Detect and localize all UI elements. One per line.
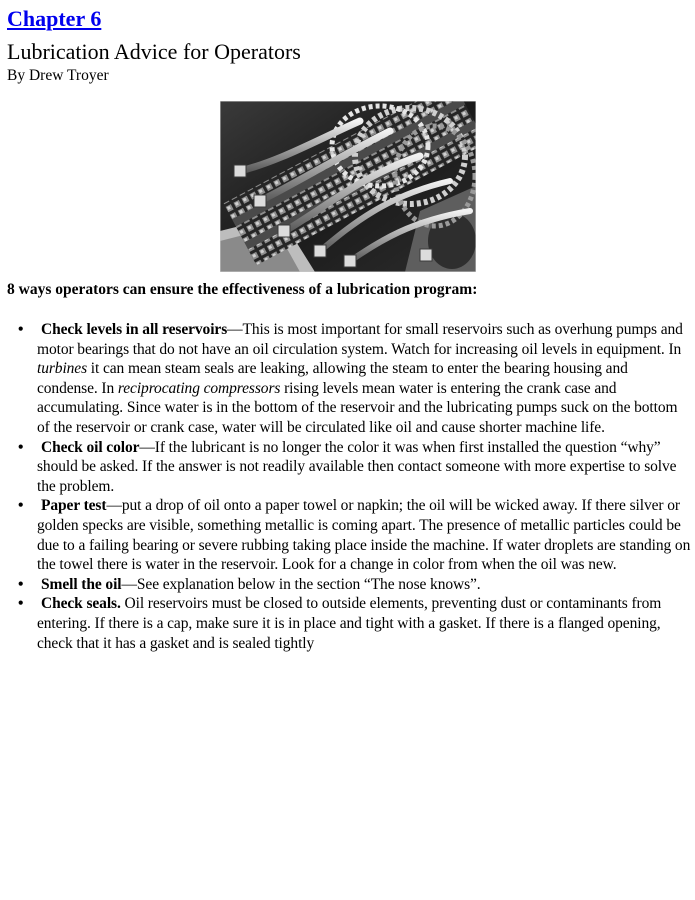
document-page bbox=[7, 6, 691, 652]
list-item bbox=[7, 438, 691, 497]
gear-machinery-photo bbox=[220, 101, 476, 272]
bullet-icon: • bbox=[18, 595, 24, 613]
list-item bbox=[7, 496, 691, 574]
bullet-icon: • bbox=[18, 575, 24, 593]
tip-lead: Paper test bbox=[41, 497, 107, 515]
tip-text: —See explanation below in the section “The nose knows”. bbox=[121, 575, 481, 593]
chapter-link[interactable]: Chapter 6 bbox=[7, 6, 102, 31]
tip-text: Oil reservoirs must be closed to outside elements, preventing dust or contaminants from entering. If there is a cap, make sure it is in place and tight with a gasket. If there is a flanged opening, check that it has a gasket and is sealed tightly bbox=[37, 595, 662, 652]
tip-text: it can mean steam seals are leaking, allowing the steam to enter the bearing housing and condense. In bbox=[37, 360, 628, 397]
tips-list bbox=[7, 320, 691, 653]
byline: By Drew Troyer bbox=[7, 67, 109, 84]
bullet-icon: • bbox=[18, 438, 24, 456]
page-title: Lubrication Advice for Operators bbox=[7, 39, 301, 64]
intro-heading: 8 ways operators can ensure the effectiveness of a lubrication program: bbox=[7, 281, 478, 298]
tip-lead: Check levels in all reservoirs bbox=[41, 321, 228, 338]
tip-emphasis: reciprocating compressors bbox=[117, 379, 281, 397]
bullet-icon: • bbox=[18, 321, 24, 338]
tip-lead: Check oil color bbox=[41, 438, 140, 456]
list-item bbox=[7, 575, 691, 595]
tip-text: —If the lubricant is no longer the color it was when first installed the question “why” should be asked. If the answer is not readily available then contact someone with more expertise to solve the problem. bbox=[37, 438, 677, 495]
tip-text: —This is most important for small reservoirs such as overhung pumps and motor bearings that do not have an oil circulation system. Watch for increasing oil levels in equipment. In bbox=[37, 321, 683, 358]
tip-text: rising levels mean water is entering the crank case and accumulating. Since water is in the bottom of the reservoir and the lubricating pumps suck on the bottom of the reservoir or crank case, water will be circulated like oil and cause shorter machine life. bbox=[37, 379, 678, 436]
list-item bbox=[7, 320, 691, 438]
tip-lead: Check seals. bbox=[41, 595, 121, 613]
tip-text: —put a drop of oil onto a paper towel or napkin; the oil will be wicked away. If there silver or golden specks are visible, something metallic is coming apart. The presence of metallic particles could be due to a failing bearing or severe rubbing taking place inside the machine. If water droplets are standing on the towel there is water in the reservoir. Look for a change in color from when the oil was new. bbox=[37, 497, 691, 574]
list-item bbox=[7, 594, 691, 653]
bullet-icon: • bbox=[18, 497, 24, 515]
tip-lead: Smell the oil bbox=[41, 575, 122, 593]
tip-emphasis: turbines bbox=[37, 360, 88, 378]
